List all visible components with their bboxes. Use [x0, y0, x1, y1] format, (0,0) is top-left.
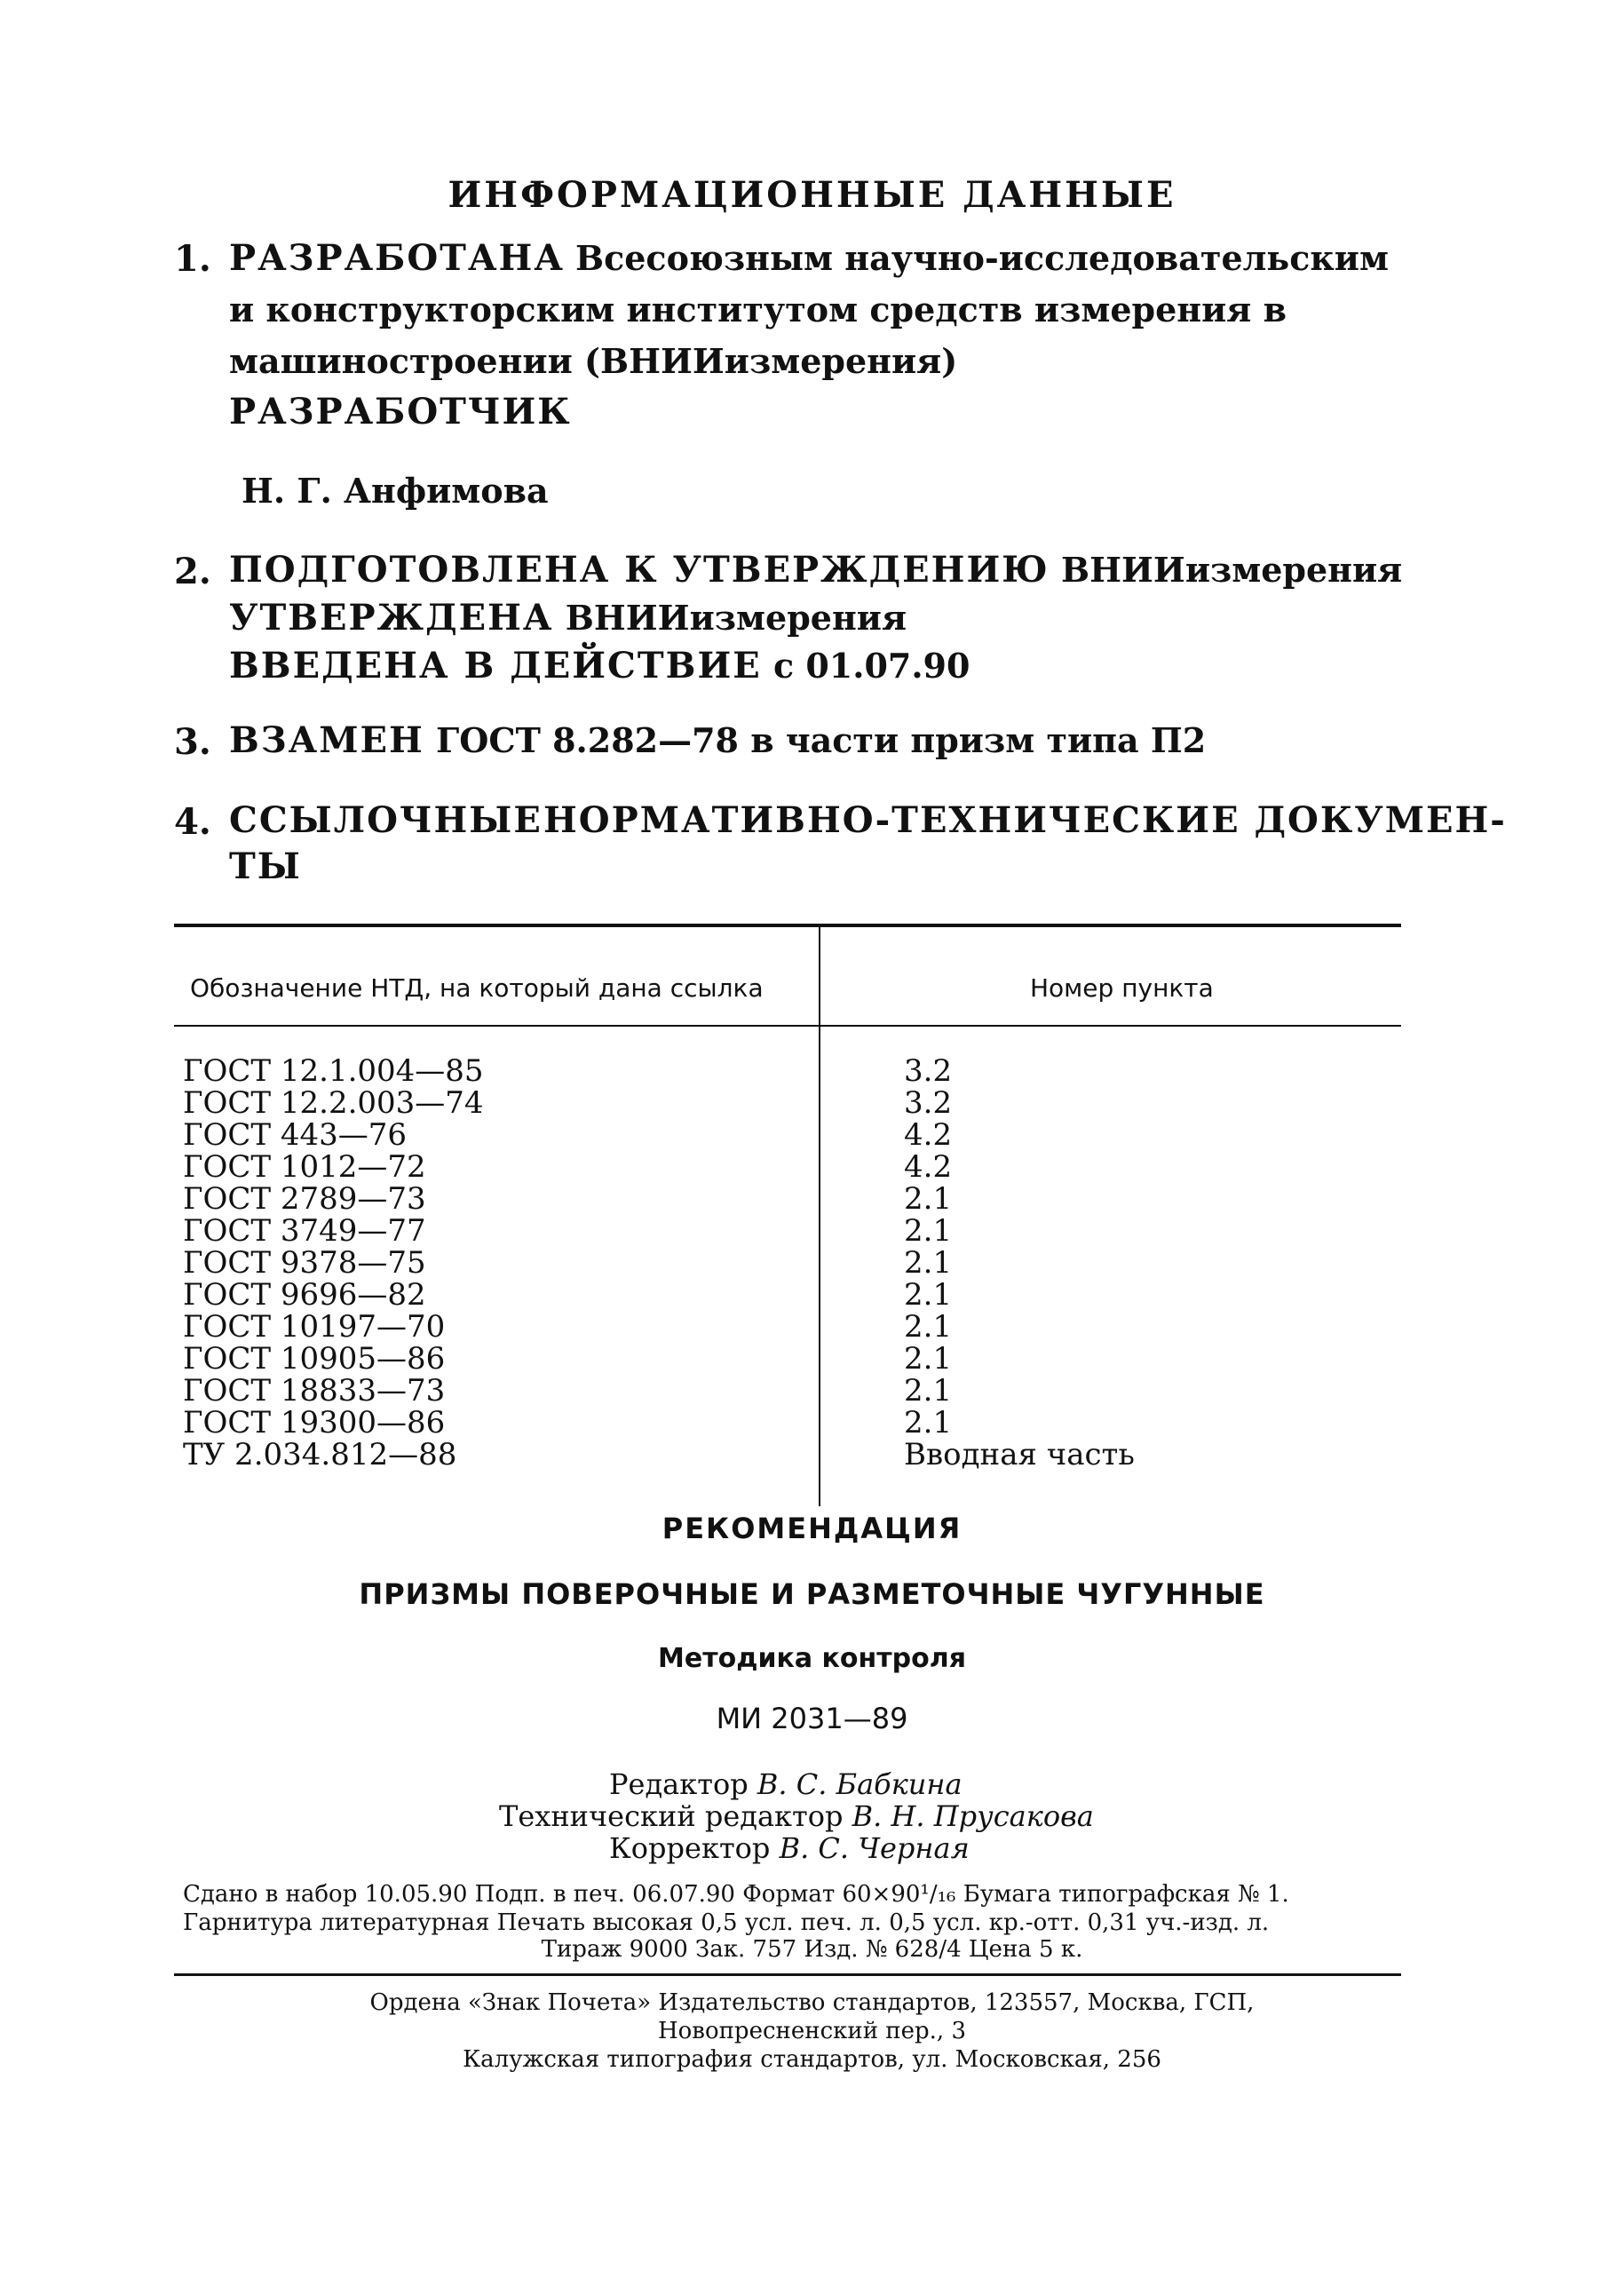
tech-editor-name: В. Н. Прусакова [852, 1799, 1094, 1833]
references-label-a: ССЫЛОЧНЫЕ [229, 799, 543, 841]
editor-label: Редактор [609, 1767, 749, 1801]
table-cell-designation: ТУ 2.034.812—88 [183, 1437, 457, 1472]
prepared-value: ВНИИизмерения [1060, 550, 1403, 590]
table-cell-designation: ГОСТ 18833—73 [183, 1373, 446, 1409]
publisher-line-2: Новопресненский пер., 3 [657, 2018, 966, 2044]
table-cell-designation: ГОСТ 2789—73 [183, 1181, 426, 1217]
table-cell-designation: ГОСТ 3749—77 [183, 1213, 426, 1249]
print-info-line-1: Сдано в набор 10.05.90 Подп. в печ. 06.07.90 Формат 60×90¹/₁₆ Бумага типографская № 1. [183, 1881, 1289, 1908]
table-cell-designation: ГОСТ 1012—72 [183, 1149, 426, 1185]
table-body-divider [819, 1027, 820, 1506]
section-3-body [229, 719, 1206, 761]
section-1-number: 1. [174, 238, 211, 280]
document-code: МИ 2031—89 [716, 1702, 908, 1735]
replaces-label: ВЗАМЕН [229, 719, 424, 761]
prepared-label: ПОДГОТОВЛЕНА К УТВЕРЖДЕНИЮ [229, 549, 1050, 591]
table-cell-clause: 4.2 [904, 1117, 953, 1153]
table-cell-clause: 2.1 [904, 1405, 953, 1441]
table-header-rule [174, 1025, 1401, 1027]
editor-line [609, 1767, 963, 1801]
table-cell-designation: ГОСТ 10197—70 [183, 1309, 446, 1345]
table-cell-clause: 2.1 [904, 1373, 953, 1409]
developer-name: Н. Г. Анфимова [242, 471, 549, 511]
corrector-line [609, 1831, 970, 1865]
recommendation-heading: РЕКОМЕНДАЦИЯ [661, 1512, 963, 1545]
references-label-c: ТЫ [229, 845, 302, 887]
table-cell-clause: 3.2 [904, 1085, 953, 1121]
table-cell-designation: ГОСТ 9696—82 [183, 1277, 426, 1313]
effective-value: с 01.07.90 [772, 646, 970, 686]
effective-label: ВВЕДЕНА В ДЕЙСТВИЕ [229, 645, 762, 687]
developer-label: РАЗРАБОТЧИК [229, 391, 572, 433]
method-title: Методика контроля [658, 1643, 966, 1674]
table-cell-clause: 2.1 [904, 1181, 953, 1217]
tech-editor-label: Технический редактор [499, 1799, 844, 1833]
table-cell-clause: 4.2 [904, 1149, 953, 1185]
section-2-line-2 [229, 597, 907, 639]
section-1-label: РАЗРАБОТАНА [229, 237, 565, 279]
publisher-line-1: Ордена «Знак Почета» Издательство стандартов, 123557, Москва, ГСП, [369, 1989, 1255, 2016]
table-header-designation: Обозначение НТД, на который дана ссылка [190, 973, 764, 1003]
approved-label: УТВЕРЖДЕНА [229, 597, 554, 639]
table-cell-designation: ГОСТ 9378—75 [183, 1245, 426, 1281]
print-info-line-3: Тираж 9000 Зак. 757 Изд. № 628/4 Цена 5 к. [541, 1936, 1083, 1963]
table-cell-designation: ГОСТ 10905—86 [183, 1341, 446, 1377]
table-cell-clause: 2.1 [904, 1277, 953, 1313]
table-top-rule [174, 924, 1401, 927]
table-cell-designation: ГОСТ 443—76 [183, 1117, 408, 1153]
section-2-line-1 [229, 549, 1402, 591]
table-cell-clause: 3.2 [904, 1053, 953, 1089]
table-header-clause: Номер пункта [1030, 973, 1214, 1003]
approved-value: ВНИИизмерения [565, 598, 907, 638]
recommendation-subject: ПРИЗМЫ ПОВЕРОЧНЫЕ И РАЗМЕТОЧНЫЕ ЧУГУННЫЕ [359, 1577, 1265, 1611]
table-cell-designation: ГОСТ 12.1.004—85 [183, 1053, 484, 1089]
replaces-text: ГОСТ 8.282—78 в части призм типа П2 [436, 720, 1207, 760]
page-title: ИНФОРМАЦИОННЫЕ ДАННЫЕ [448, 174, 1176, 216]
corrector-label: Корректор [609, 1831, 771, 1865]
publisher-line-3: Калужская типография стандартов, ул. Московская, 256 [463, 2046, 1161, 2073]
section-3-number: 3. [174, 721, 211, 763]
section-4-number: 4. [174, 801, 211, 843]
print-info-line-2: Гарнитура литературная Печать высокая 0,5 усл. печ. л. 0,5 усл. кр.-отт. 0,31 уч.-изд. л. [183, 1909, 1270, 1936]
editor-name: В. С. Бабкина [757, 1767, 963, 1801]
references-label-b: НОРМАТИВНО-ТЕХНИЧЕСКИЕ ДОКУМЕН- [543, 799, 1507, 841]
table-cell-designation: ГОСТ 12.2.003—74 [183, 1085, 484, 1121]
tech-editor-line [499, 1799, 1094, 1833]
table-cell-clause: 2.1 [904, 1341, 953, 1377]
colophon-rule [174, 1973, 1401, 1976]
table-cell-clause: 2.1 [904, 1245, 953, 1281]
section-2-number: 2. [174, 551, 211, 592]
table-cell-clause: Вводная часть [904, 1437, 1135, 1472]
table-cell-clause: 2.1 [904, 1309, 953, 1345]
section-1-text: Всесоюзным научно-исследовательским и конструкторским институтом средств измерения в машиностроении (ВНИИизмерения) [229, 238, 1389, 381]
table-cell-designation: ГОСТ 19300—86 [183, 1405, 446, 1441]
section-2-line-3 [229, 645, 970, 687]
table-cell-clause: 2.1 [904, 1213, 953, 1249]
table-header-divider [819, 927, 820, 1025]
corrector-name: В. С. Черная [779, 1831, 970, 1865]
section-1-body [229, 233, 1401, 387]
